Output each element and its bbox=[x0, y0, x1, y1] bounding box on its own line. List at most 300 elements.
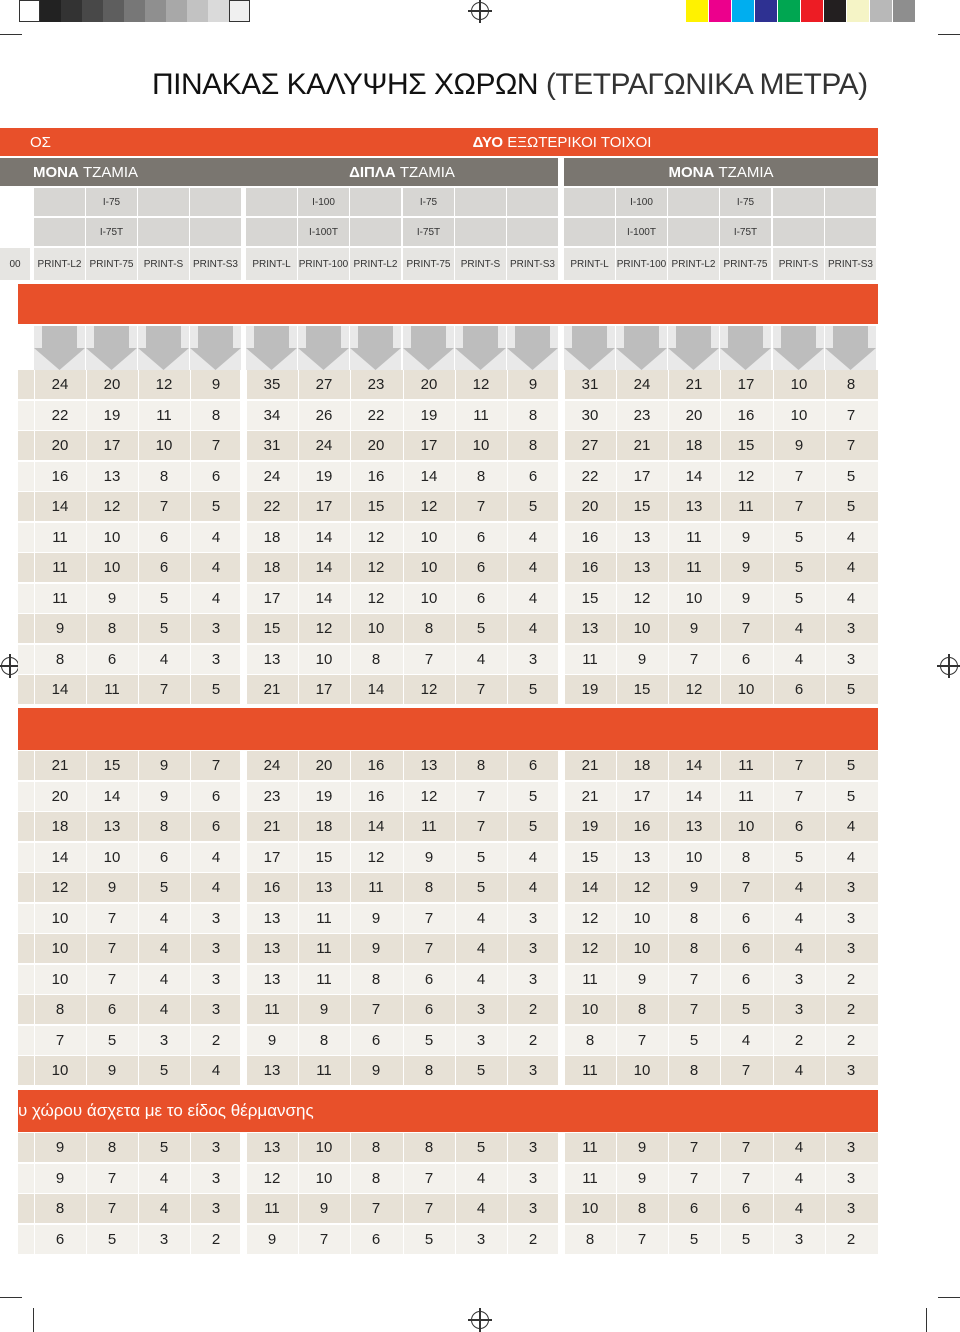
table-cell: 10 bbox=[720, 675, 771, 704]
table-cell: 17 bbox=[720, 370, 771, 399]
table-cell: 21 bbox=[564, 751, 615, 780]
table-cell: 11 bbox=[138, 401, 189, 430]
table-cell: 12 bbox=[616, 873, 667, 902]
variant-label bbox=[773, 188, 824, 216]
variant-label: I-75 bbox=[86, 188, 137, 216]
table-cell: 4 bbox=[825, 843, 876, 872]
table-cell: 9 bbox=[720, 584, 771, 613]
table-cell: 20 bbox=[668, 401, 719, 430]
table-cell: 8 bbox=[507, 431, 558, 460]
table-cell: 5 bbox=[455, 1133, 506, 1162]
table-cell: 4 bbox=[507, 873, 558, 902]
table-cell: 12 bbox=[350, 523, 401, 552]
table-cell: 11 bbox=[298, 1056, 349, 1085]
table-cell: 7 bbox=[34, 1026, 85, 1055]
variant-label: I-75T bbox=[720, 218, 771, 246]
table-cell: 13 bbox=[668, 812, 719, 841]
table-cell: 4 bbox=[773, 1194, 824, 1223]
table-cell: 22 bbox=[246, 492, 297, 521]
table-cell: 4 bbox=[455, 645, 506, 674]
table-cell: 7 bbox=[668, 965, 719, 994]
table-cell: 15 bbox=[720, 431, 771, 460]
table-cell: 6 bbox=[190, 782, 241, 811]
table-cell: 3 bbox=[190, 1164, 241, 1193]
table-cell: 30 bbox=[564, 401, 615, 430]
table-cell: 7 bbox=[616, 1026, 667, 1055]
table-cell: 11 bbox=[455, 401, 506, 430]
table-cell: 3 bbox=[825, 934, 876, 963]
table-cell: 14 bbox=[564, 873, 615, 902]
model-label: 00 bbox=[0, 248, 30, 280]
table-cell: 11 bbox=[298, 904, 349, 933]
variant-label: I-100 bbox=[616, 188, 667, 216]
table-cell: 7 bbox=[403, 1194, 454, 1223]
model-label: PRINT-100 bbox=[616, 248, 667, 280]
color-swatch bbox=[732, 0, 754, 22]
table-cell: 3 bbox=[507, 1056, 558, 1085]
table-cell: 2 bbox=[825, 1026, 876, 1055]
variant-label: I-100T bbox=[298, 218, 349, 246]
table-cell: 10 bbox=[720, 812, 771, 841]
registration-mark-bottom bbox=[471, 1311, 489, 1329]
table-cell: 16 bbox=[246, 873, 297, 902]
table-cell: 4 bbox=[825, 523, 876, 552]
down-arrow-icon bbox=[138, 326, 189, 370]
table-cell: 3 bbox=[190, 1133, 241, 1162]
table-cell: 3 bbox=[190, 904, 241, 933]
down-arrow-icon bbox=[34, 326, 85, 370]
table-cell: 12 bbox=[616, 584, 667, 613]
down-arrow-icon bbox=[246, 326, 297, 370]
table-cell: 8 bbox=[720, 843, 771, 872]
down-arrow-icon bbox=[298, 326, 349, 370]
model-label: PRINT-L2 bbox=[350, 248, 401, 280]
table-cell: 4 bbox=[773, 904, 824, 933]
table-cell: 4 bbox=[507, 553, 558, 582]
table-cell: 7 bbox=[668, 645, 719, 674]
gray-swatch bbox=[187, 0, 208, 22]
table-cell: 10 bbox=[564, 995, 615, 1024]
table-cell: 21 bbox=[246, 675, 297, 704]
down-arrow-icon bbox=[350, 326, 401, 370]
two-walls-light: ΕΞΩΤΕΡΙΚΟΙ ΤΟΙΧΟΙ bbox=[507, 133, 652, 151]
table-cell: 6 bbox=[720, 965, 771, 994]
table-cell: 11 bbox=[298, 934, 349, 963]
table-cell: 18 bbox=[34, 812, 85, 841]
table-cell: 3 bbox=[455, 1026, 506, 1055]
table-cell: 8 bbox=[350, 1133, 401, 1162]
table-cell: 18 bbox=[616, 751, 667, 780]
registration-mark-top bbox=[471, 2, 489, 20]
section-band-1 bbox=[18, 284, 878, 324]
section-band-2 bbox=[18, 708, 878, 750]
table-cell: 16 bbox=[350, 751, 401, 780]
table-cell: 20 bbox=[34, 782, 85, 811]
table-cell: 14 bbox=[668, 751, 719, 780]
table-cell: 11 bbox=[298, 965, 349, 994]
table-cell: 21 bbox=[668, 370, 719, 399]
table-cell: 35 bbox=[246, 370, 297, 399]
table-cell: 3 bbox=[825, 645, 876, 674]
variant-label bbox=[190, 218, 241, 246]
crop-mark bbox=[0, 1297, 22, 1298]
table-cell: 5 bbox=[138, 1133, 189, 1162]
table-cell: 4 bbox=[773, 1056, 824, 1085]
table-cell: 4 bbox=[190, 523, 241, 552]
table-cell: 9 bbox=[350, 904, 401, 933]
table-cell: 5 bbox=[507, 675, 558, 704]
table-cell: 7 bbox=[668, 1133, 719, 1162]
table-cell: 11 bbox=[668, 553, 719, 582]
table-cell: 3 bbox=[190, 934, 241, 963]
table-cell: 13 bbox=[246, 645, 297, 674]
table-cell: 4 bbox=[138, 1164, 189, 1193]
variant-label bbox=[507, 218, 558, 246]
table-cell: 8 bbox=[403, 1133, 454, 1162]
table-cell: 4 bbox=[138, 965, 189, 994]
model-label: PRINT-S bbox=[455, 248, 506, 280]
table-cell: 5 bbox=[138, 873, 189, 902]
table-cell: 11 bbox=[564, 965, 615, 994]
table-cell: 9 bbox=[86, 584, 137, 613]
variant-label bbox=[668, 188, 719, 216]
table-cell: 9 bbox=[138, 751, 189, 780]
table-cell: 16 bbox=[564, 523, 615, 552]
subheader-single-glazing bbox=[564, 158, 878, 186]
table-cell: 6 bbox=[773, 675, 824, 704]
table-cell: 23 bbox=[616, 401, 667, 430]
table-cell: 12 bbox=[564, 904, 615, 933]
table-cell: 7 bbox=[403, 1164, 454, 1193]
table-cell: 24 bbox=[298, 431, 349, 460]
table-cell: 7 bbox=[455, 782, 506, 811]
table-cell: 9 bbox=[246, 1026, 297, 1055]
subheader-double-glazing bbox=[246, 158, 558, 186]
table-cell: 4 bbox=[720, 1026, 771, 1055]
table-cell: 3 bbox=[190, 645, 241, 674]
table-cell: 27 bbox=[564, 431, 615, 460]
table-cell: 8 bbox=[34, 995, 85, 1024]
table-cell: 3 bbox=[190, 995, 241, 1024]
table-cell: 4 bbox=[138, 995, 189, 1024]
down-arrow-icon bbox=[507, 326, 558, 370]
table-cell: 9 bbox=[298, 995, 349, 1024]
table-cell: 7 bbox=[455, 812, 506, 841]
model-label: PRINT-L2 bbox=[34, 248, 85, 280]
table-cell: 8 bbox=[403, 873, 454, 902]
table-cell: 12 bbox=[138, 370, 189, 399]
table-cell: 6 bbox=[350, 1026, 401, 1055]
table-cell: 8 bbox=[455, 751, 506, 780]
table-cell: 7 bbox=[86, 1194, 137, 1223]
table-cell: 10 bbox=[138, 431, 189, 460]
table-cell: 5 bbox=[455, 1056, 506, 1085]
table-cell: 4 bbox=[190, 1056, 241, 1085]
table-cell: 19 bbox=[298, 782, 349, 811]
table-cell: 7 bbox=[350, 1194, 401, 1223]
table-cell: 14 bbox=[668, 782, 719, 811]
table-cell: 22 bbox=[564, 462, 615, 491]
title-light: (ΤΕΤΡΑΓΩΝΙΚΑ ΜΕΤΡΑ) bbox=[545, 68, 868, 101]
table-cell: 27 bbox=[298, 370, 349, 399]
variant-label bbox=[668, 218, 719, 246]
table-cell: 11 bbox=[246, 995, 297, 1024]
table-cell: 8 bbox=[138, 462, 189, 491]
table-cell: 7 bbox=[720, 614, 771, 643]
table-cell: 10 bbox=[350, 614, 401, 643]
table-cell: 5 bbox=[720, 995, 771, 1024]
table-cell: 4 bbox=[455, 934, 506, 963]
table-cell: 15 bbox=[298, 843, 349, 872]
model-label: PRINT-100 bbox=[298, 248, 349, 280]
table-cell: 4 bbox=[138, 645, 189, 674]
table-cell: 4 bbox=[190, 843, 241, 872]
table-cell: 10 bbox=[616, 934, 667, 963]
table-cell: 9 bbox=[616, 1133, 667, 1162]
table-cell: 10 bbox=[403, 523, 454, 552]
model-label: PRINT-75 bbox=[403, 248, 454, 280]
table-cell: 7 bbox=[773, 492, 824, 521]
down-arrow-icon bbox=[668, 326, 719, 370]
table-cell: 7 bbox=[403, 645, 454, 674]
table-cell: 12 bbox=[403, 782, 454, 811]
table-cell: 13 bbox=[403, 751, 454, 780]
variant-label: I-75 bbox=[720, 188, 771, 216]
variant-label bbox=[564, 218, 615, 246]
variant-label bbox=[246, 188, 297, 216]
table-cell: 13 bbox=[616, 843, 667, 872]
table-cell: 5 bbox=[773, 843, 824, 872]
gray-swatch bbox=[19, 0, 40, 22]
table-cell: 5 bbox=[86, 1225, 137, 1254]
variant-label bbox=[564, 188, 615, 216]
table-cell: 6 bbox=[507, 462, 558, 491]
table-cell: 8 bbox=[403, 614, 454, 643]
table-cell: 8 bbox=[668, 1056, 719, 1085]
table-cell: 8 bbox=[350, 1164, 401, 1193]
table-cell: 5 bbox=[455, 614, 506, 643]
page-title bbox=[152, 68, 882, 114]
table-cell: 6 bbox=[720, 645, 771, 674]
table-cell: 10 bbox=[298, 645, 349, 674]
single-bold: ΜΟΝΑ bbox=[668, 163, 715, 181]
table-cell: 7 bbox=[720, 1056, 771, 1085]
table-cell: 7 bbox=[720, 1133, 771, 1162]
gray-swatch bbox=[166, 0, 187, 22]
table-cell: 4 bbox=[825, 584, 876, 613]
table-cell: 5 bbox=[668, 1225, 719, 1254]
table-cell: 5 bbox=[825, 492, 876, 521]
table-cell: 6 bbox=[34, 1225, 85, 1254]
table-cell: 7 bbox=[138, 492, 189, 521]
table-cell: 6 bbox=[773, 812, 824, 841]
table-cell: 19 bbox=[403, 401, 454, 430]
table-cell: 19 bbox=[564, 812, 615, 841]
table-cell: 5 bbox=[190, 675, 241, 704]
table-cell: 4 bbox=[455, 965, 506, 994]
table-cell: 10 bbox=[616, 904, 667, 933]
table-cell: 2 bbox=[825, 1225, 876, 1254]
table-cell: 3 bbox=[825, 1164, 876, 1193]
table-cell: 3 bbox=[190, 1194, 241, 1223]
table-cell: 7 bbox=[825, 401, 876, 430]
table-cell: 3 bbox=[507, 1133, 558, 1162]
table-cell: 3 bbox=[825, 1133, 876, 1162]
double-light: ΤΖΑΜΙΑ bbox=[399, 163, 455, 181]
model-label: PRINT-L2 bbox=[668, 248, 719, 280]
table-cell: 6 bbox=[507, 751, 558, 780]
table-cell: 11 bbox=[720, 492, 771, 521]
table-cell: 16 bbox=[616, 812, 667, 841]
table-cell: 10 bbox=[298, 1133, 349, 1162]
table-cell: 8 bbox=[350, 645, 401, 674]
table-cell: 10 bbox=[773, 370, 824, 399]
table-cell: 17 bbox=[616, 782, 667, 811]
table-cell: 9 bbox=[34, 1164, 85, 1193]
table-cell: 5 bbox=[455, 873, 506, 902]
table-cell: 12 bbox=[298, 614, 349, 643]
table-cell: 5 bbox=[825, 751, 876, 780]
table-cell: 14 bbox=[86, 782, 137, 811]
table-cell: 20 bbox=[86, 370, 137, 399]
table-cell: 17 bbox=[298, 675, 349, 704]
table-cell: 8 bbox=[564, 1225, 615, 1254]
table-cell: 18 bbox=[246, 523, 297, 552]
table-cell: 7 bbox=[190, 431, 241, 460]
table-cell: 14 bbox=[298, 553, 349, 582]
table-cell: 3 bbox=[190, 614, 241, 643]
crop-mark bbox=[33, 1308, 34, 1332]
table-cell: 5 bbox=[507, 812, 558, 841]
table-cell: 11 bbox=[403, 812, 454, 841]
table-cell: 7 bbox=[298, 1225, 349, 1254]
table-cell: 10 bbox=[34, 965, 85, 994]
table-cell: 4 bbox=[507, 843, 558, 872]
table-cell: 7 bbox=[720, 1164, 771, 1193]
table-cell: 23 bbox=[246, 782, 297, 811]
table-cell: 14 bbox=[34, 843, 85, 872]
table-cell: 3 bbox=[507, 1194, 558, 1223]
two-walls-bold: ΔΥΟ bbox=[472, 133, 504, 151]
table-cell: 9 bbox=[403, 843, 454, 872]
color-swatch bbox=[755, 0, 777, 22]
table-cell: 20 bbox=[564, 492, 615, 521]
table-cell: 2 bbox=[773, 1026, 824, 1055]
table-cell: 14 bbox=[350, 675, 401, 704]
color-swatch bbox=[824, 0, 846, 22]
model-label: PRINT-S bbox=[138, 248, 189, 280]
table-cell: 14 bbox=[298, 523, 349, 552]
model-label: PRINT-S3 bbox=[190, 248, 241, 280]
crop-mark bbox=[938, 1297, 960, 1298]
crop-mark bbox=[926, 1308, 927, 1332]
table-cell: 11 bbox=[668, 523, 719, 552]
table-cell: 4 bbox=[507, 614, 558, 643]
table-cell: 3 bbox=[455, 1225, 506, 1254]
gray-swatch bbox=[61, 0, 82, 22]
variant-label bbox=[34, 218, 85, 246]
table-cell: 10 bbox=[616, 1056, 667, 1085]
down-arrow-icon bbox=[720, 326, 771, 370]
table-cell: 4 bbox=[190, 584, 241, 613]
table-cell: 5 bbox=[668, 1026, 719, 1055]
table-cell: 6 bbox=[720, 934, 771, 963]
table-cell: 10 bbox=[86, 843, 137, 872]
section-band-3 bbox=[18, 1090, 878, 1132]
table-cell: 8 bbox=[616, 995, 667, 1024]
table-cell: 18 bbox=[298, 812, 349, 841]
color-swatch bbox=[709, 0, 731, 22]
table-cell: 4 bbox=[773, 645, 824, 674]
table-cell: 9 bbox=[668, 873, 719, 902]
table-cell: 14 bbox=[403, 462, 454, 491]
table-cell: 6 bbox=[86, 645, 137, 674]
table-cell: 12 bbox=[34, 873, 85, 902]
table-cell: 10 bbox=[616, 614, 667, 643]
registration-mark-right bbox=[940, 657, 958, 675]
table-cell: 4 bbox=[190, 553, 241, 582]
table-cell: 31 bbox=[246, 431, 297, 460]
table-cell: 9 bbox=[616, 645, 667, 674]
gray-swatch bbox=[145, 0, 166, 22]
table-cell: 4 bbox=[773, 1164, 824, 1193]
table-cell: 9 bbox=[34, 1133, 85, 1162]
table-cell: 18 bbox=[668, 431, 719, 460]
table-cell: 2 bbox=[190, 1026, 241, 1055]
table-cell: 6 bbox=[86, 995, 137, 1024]
table-cell: 17 bbox=[616, 462, 667, 491]
variant-label bbox=[190, 188, 241, 216]
variant-label bbox=[34, 188, 85, 216]
table-cell: 6 bbox=[668, 1194, 719, 1223]
table-cell: 12 bbox=[403, 492, 454, 521]
table-cell: 12 bbox=[350, 553, 401, 582]
registration-mark-left bbox=[1, 657, 19, 675]
table-cell: 8 bbox=[86, 614, 137, 643]
table-cell: 8 bbox=[403, 1056, 454, 1085]
table-cell: 4 bbox=[773, 1133, 824, 1162]
table-cell: 3 bbox=[825, 614, 876, 643]
table-cell: 10 bbox=[86, 553, 137, 582]
table-cell: 10 bbox=[668, 843, 719, 872]
table-cell: 12 bbox=[403, 675, 454, 704]
table-cell: 3 bbox=[773, 995, 824, 1024]
table-cell: 16 bbox=[34, 462, 85, 491]
table-cell: 5 bbox=[825, 462, 876, 491]
table-cell: 12 bbox=[720, 462, 771, 491]
table-cell: 9 bbox=[720, 553, 771, 582]
table-cell: 4 bbox=[455, 904, 506, 933]
left-single-bold: ΜΟΝΑ bbox=[33, 163, 79, 181]
table-cell: 9 bbox=[138, 782, 189, 811]
table-cell: 3 bbox=[825, 1056, 876, 1085]
table-cell: 7 bbox=[773, 462, 824, 491]
table-cell: 13 bbox=[298, 873, 349, 902]
table-cell: 7 bbox=[455, 675, 506, 704]
table-cell: 21 bbox=[564, 782, 615, 811]
table-cell: 8 bbox=[34, 1194, 85, 1223]
table-cell: 2 bbox=[507, 1225, 558, 1254]
table-cell: 15 bbox=[350, 492, 401, 521]
table-cell: 4 bbox=[773, 873, 824, 902]
table-cell: 13 bbox=[246, 934, 297, 963]
table-cell: 15 bbox=[564, 843, 615, 872]
table-cell: 6 bbox=[138, 553, 189, 582]
table-cell: 3 bbox=[773, 1225, 824, 1254]
table-cell: 12 bbox=[564, 934, 615, 963]
table-cell: 15 bbox=[616, 492, 667, 521]
table-cell: 17 bbox=[403, 431, 454, 460]
